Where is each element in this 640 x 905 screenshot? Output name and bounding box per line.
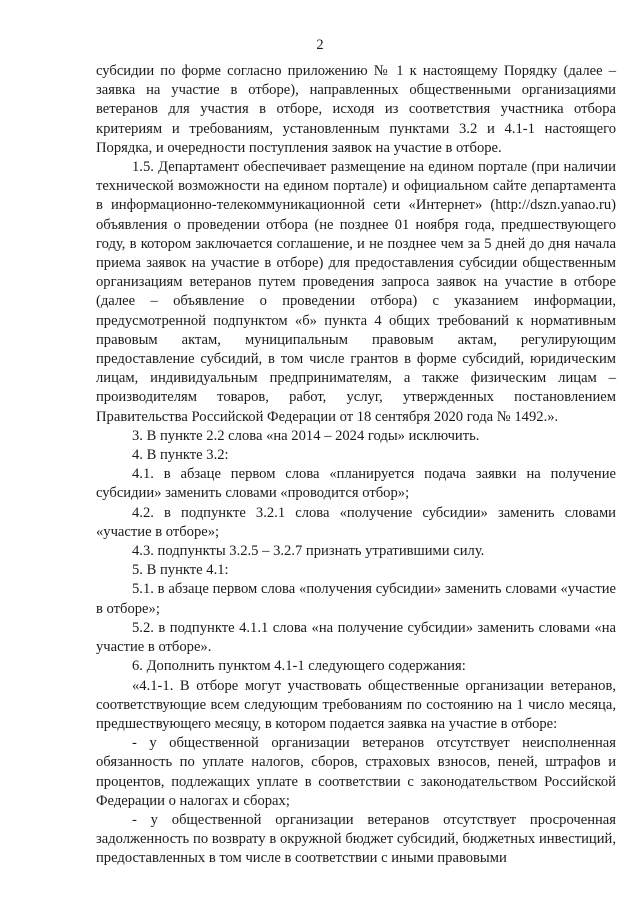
paragraph-4-1-1-intro: «4.1-1. В отборе могут участвовать общественные организации ветеранов, соответствующие всем следующим требованиям по состоянию на 1 число месяца, предшествующего месяцу, в котором подается заявка на участие в отборе: (96, 677, 616, 732)
paragraph-item-4-2: 4.2. в подпункте 3.2.1 слова «получение субсидии» заменить словами «участие в отборе»; (96, 504, 616, 540)
requirement-taxes: - у общественной организации ветеранов отсутствует неисполненная обязанность по уплате налогов, сборов, страховых взносов, пеней, штрафов и процентов, подлежащих уплате в соответствии с законодательством Российской Федерации о налогах и сборах; (96, 735, 616, 809)
paragraph-item-4: 4. В пункте 3.2: (132, 447, 229, 464)
page-number: 2 (316, 37, 324, 53)
paragraph-item-5: 5. В пункте 4.1: (132, 562, 229, 579)
paragraph-item-6: 6. Дополнить пунктом 4.1-1 следующего содержания: (132, 658, 466, 675)
paragraph-item-3: 3. В пункте 2.2 слова «на 2014 – 2024 годы» исключить. (132, 427, 480, 444)
paragraph-item-4-3: 4.3. подпункты 3.2.5 – 3.2.7 признать утратившими силу. (132, 543, 485, 560)
requirement-debt: - у общественной организации ветеранов отсутствует просроченная задолженность по возврату в окружной бюджет субсидий, бюджетных инвестиций, предоставленных в том числе в соответствии с иными правовыми (96, 811, 616, 867)
document-body (96, 62, 616, 869)
paragraph-1-5: 1.5. Департамент обеспечивает размещение на едином портале (при наличии технической возможности на едином портале) и официальном сайте департамента в информационно-телекоммуникационной сети «Интернет» (http://dszn.yanao.ru) объявления о проведении отбора (не позднее 01 ноября года, предшествующего году, в котором заключается соглашение, и не позднее чем за 5 дней до дня начала приема заявок на участие в отборе) для предоставления субсидии общественным организациям ветеранов путем проведения запроса заявок на участие в отборе (далее – объявление о проведении отбора) с указанием информации, предусмотренной подпунктом «б» пункта 4 общих требований к нормативным правовым актам, муниципальным правовым актам, регулирующим предоставление субсидий, в том числе грантов в форме субсидий, юридическим лицам, индивидуальным предпринимателям, а также физическим лицам – производителям товаров, работ, услуг, утвержденных постановлением Правительства Российской Федерации от 18 сентября 2020 года № 1492.». (96, 159, 616, 425)
paragraph-continuation: субсидии по форме согласно приложению № 1 к настоящему Порядку (далее – заявка на участие в отборе), направленных общественными организациями ветеранов для участия в отборе, исходя из соответствия участника отбора критериям и требованиям, установленным пунктами 3.2 и 4.1-1 настоящего Порядка, и очередности поступления заявок на участие в отборе. (96, 63, 616, 156)
paragraph-item-4-1: 4.1. в абзаце первом слова «планируется подача заявки на получение субсидии» заменить словами «проводится отбор»; (96, 466, 616, 502)
paragraph-item-5-2: 5.2. в подпункте 4.1.1 слова «на получение субсидии» заменить словами «на участие в отборе». (96, 619, 616, 656)
paragraph-item-5-1: 5.1. в абзаце первом слова «получения субсидии» заменить словами «участие в отборе»; (96, 581, 616, 617)
